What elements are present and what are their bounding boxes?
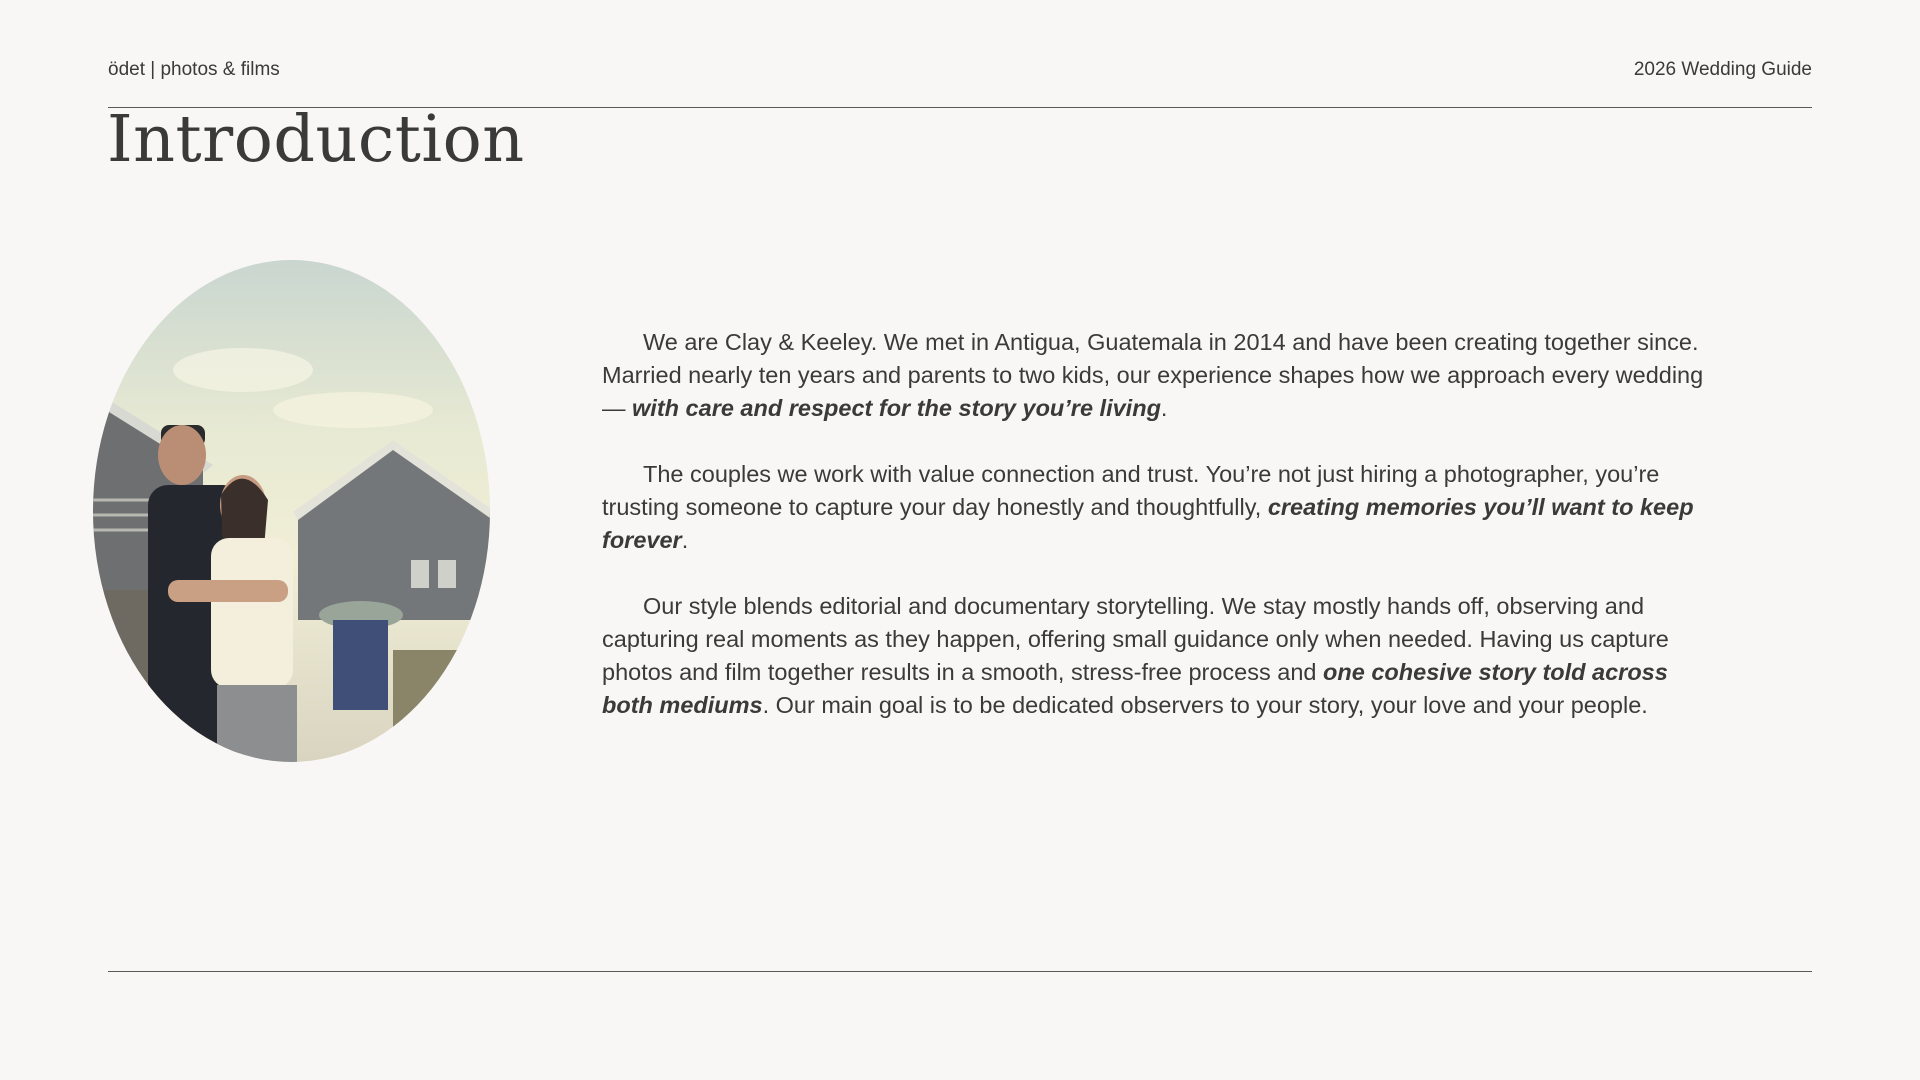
paragraph-text: . [681,527,689,553]
intro-paragraph [602,458,1712,557]
footer-divider [108,971,1812,972]
emphasis-text: one cohesive story told across both mediums [602,659,1668,718]
brand-name: ödet | photos & films [108,59,280,80]
guide-title: 2026 Wedding Guide [1633,59,1812,80]
paragraph-text: We are Clay & Keeley. We met in Antigua, Guatemala in 2014 and have been creating together since. Married nearly ten years and parents to two kids, our experience shapes how we approach every wedding — [602,329,1704,421]
page-title: Introduction [107,102,525,177]
couple-portrait [93,260,490,762]
emphasis-text: with care and respect for the story you’re living [632,395,1161,421]
paragraph-text: . Our main goal is to be dedicated observers to your story, your love and your people. [762,692,1648,718]
paragraph-text: The couples we work with value connection and trust. You’re not just hiring a photographer, you’re trusting someone to capture your day honestly and thoughtfully, [602,461,1660,520]
paragraph-text: . [1160,395,1168,421]
introduction-text [602,326,1712,755]
emphasis-text: creating memories you’ll want to keep forever [602,494,1694,553]
portrait-image [93,260,490,762]
paragraph-text: Our style blends editorial and documentary storytelling. We stay mostly hands off, observing and capturing real moments as they happen, offering small guidance only when needed. Having us capture photos and film together results in a smooth, stress-free process and [602,593,1669,685]
intro-paragraph [602,590,1712,722]
intro-paragraph [602,326,1712,425]
